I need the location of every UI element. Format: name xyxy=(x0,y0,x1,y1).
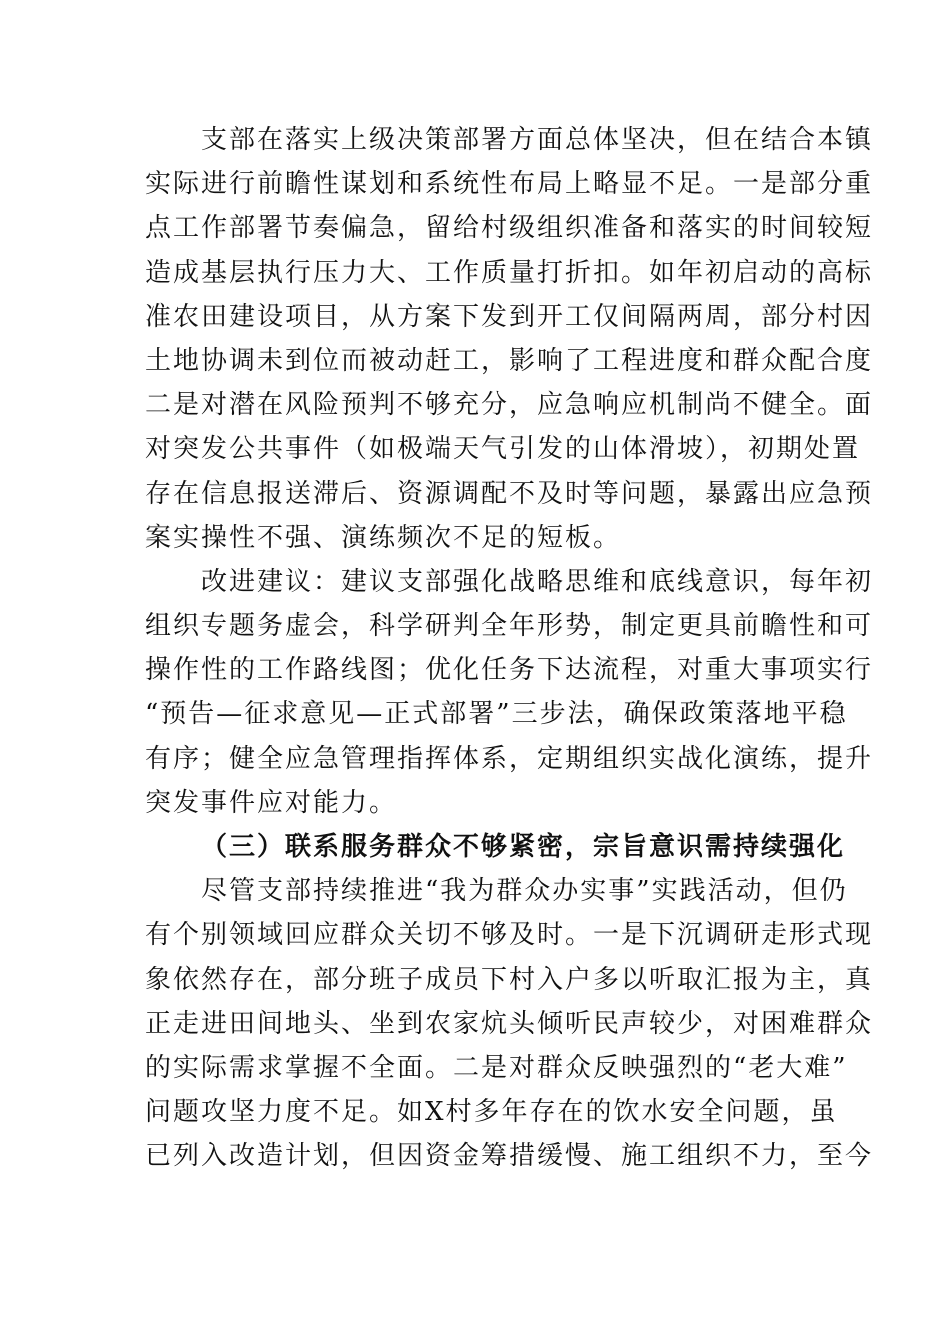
text-line: 已列入改造计划，但因资金筹措缓慢、施工组织不力，至今 xyxy=(145,1141,874,1172)
text-line: 案实操性不强、演练频次不足的短板。 xyxy=(145,522,622,553)
text-line: 操作性的工作路线图；优化任务下达流程，对重大事项实行 xyxy=(145,655,874,686)
text-line: 有个别领域回应群众关切不够及时。一是下沉调研走形式现 xyxy=(145,920,874,951)
paragraph-improvement-suggestions xyxy=(145,560,874,825)
text-line: 尽管支部持续推进“我为群众办实事”实践活动，但仍 xyxy=(201,876,848,907)
text-line: 对突发公共事件（如极端天气引发的山体滑坡），初期处置 xyxy=(145,434,861,465)
text-line: 造成基层执行压力大、工作质量打折扣。如年初启动的高标 xyxy=(145,257,874,288)
text-line: 象依然存在，部分班子成员下村入户多以听取汇报为主，真 xyxy=(145,964,874,995)
document-body xyxy=(145,118,874,1179)
text-line: 组织专题务虚会，科学研判全年形势，制定更具前瞻性和可 xyxy=(145,611,874,642)
text-line: 突发事件应对能力。 xyxy=(145,787,398,818)
text-line: 支部在落实上级决策部署方面总体坚决，但在结合本镇 xyxy=(201,125,874,155)
text-line: 存在信息报送滞后、资源调配不及时等问题，暴露出应急预 xyxy=(145,478,874,509)
text-line: 有序；健全应急管理指挥体系，定期组织实战化演练，提升 xyxy=(145,743,874,774)
text-line: 改进建议：建议支部强化战略思维和底线意识，每年初 xyxy=(201,566,874,597)
text-line: 的实际需求掌握不全面。二是对群众反映强烈的“老大难” xyxy=(145,1052,848,1083)
text-line: 正走进田间地头、坐到农家炕头倾听民声较少，对困难群众 xyxy=(145,1008,874,1039)
text-line: 二是对潜在风险预判不够充分，应急响应机制尚不健全。面 xyxy=(145,390,874,421)
text-line: “预告—征求意见—正式部署”三步法，确保政策落地平稳 xyxy=(145,699,848,730)
text-line: 土地协调未到位而被动赶工，影响了工程进度和群众配合度 xyxy=(145,345,874,376)
paragraph-serving-masses xyxy=(145,869,874,1178)
section-heading: （三）联系服务群众不够紧密，宗旨意识需持续强化 xyxy=(201,832,846,862)
text-line: 问题攻坚力度不足。如X村多年存在的饮水安全问题，虽 xyxy=(145,1097,838,1128)
text-line: 实际进行前瞻性谋划和系统性布局上略显不足。一是部分重 xyxy=(145,169,874,200)
text-line: 准农田建设项目，从方案下发到开工仅间隔两周，部分村因 xyxy=(145,301,874,332)
text-line: 点工作部署节奏偏急，留给村级组织准备和落实的时间较短 xyxy=(145,213,874,244)
paragraph-risk-analysis xyxy=(145,118,874,560)
